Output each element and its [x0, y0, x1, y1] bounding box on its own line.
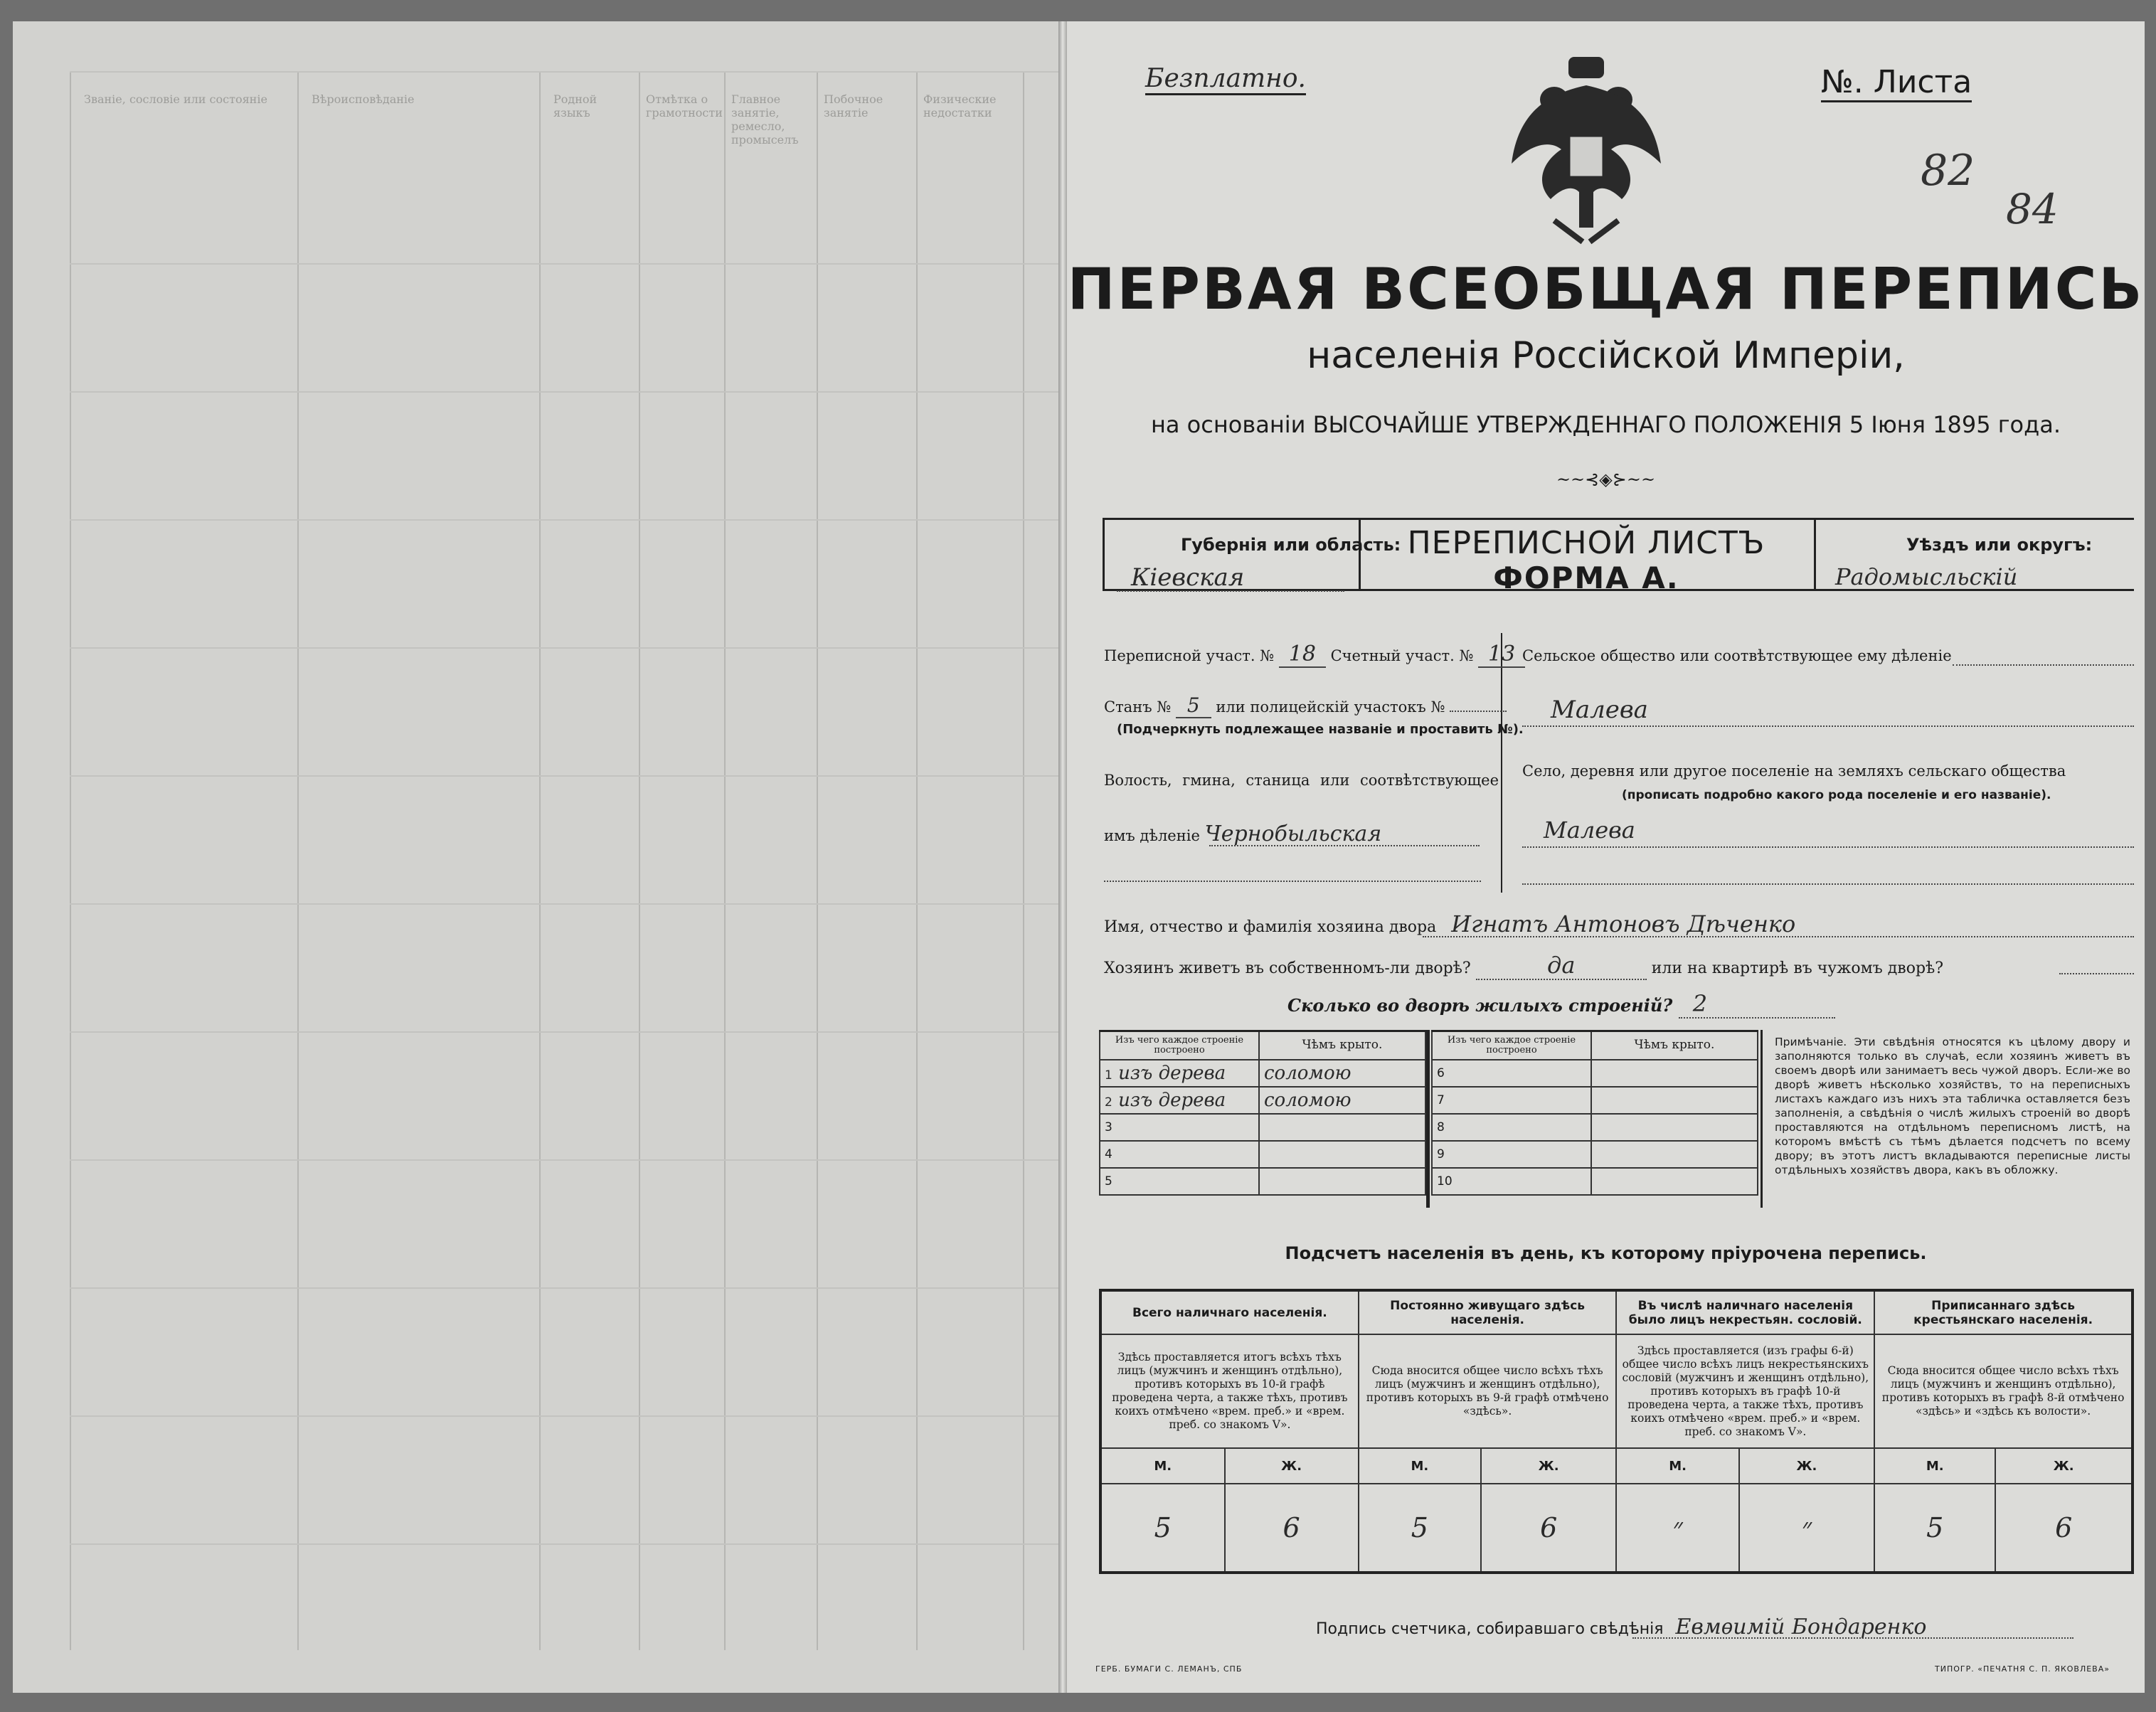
col-header: Изъ чего каждое строеніе построено: [1100, 1031, 1259, 1060]
field-row: [1104, 822, 1381, 846]
row-number: 8: [1432, 1114, 1591, 1141]
male-col: М.: [1616, 1448, 1738, 1484]
volost-label: Волость, гмина, станица или соотвѣтствующее: [1104, 772, 1499, 789]
rule: [2059, 973, 2134, 974]
volost-value: Чернобыльская: [1204, 822, 1382, 846]
header-fragment: Отмѣтка о грамотности: [646, 92, 723, 119]
count-value: 6: [1481, 1484, 1617, 1573]
lives-own-label: Хозяинъ живетъ въ собственномъ-ли дворѣ?: [1104, 959, 1471, 977]
stan-value: 5: [1176, 693, 1211, 718]
grid-line: [70, 1287, 1058, 1289]
legal-basis: на основаніи ВЫСОЧАЙШЕ УТВЕРЖДЕННАГО ПОЛОЖЕНІЯ 5 Іюня 1895 года.: [1150, 411, 2061, 438]
rule: [1423, 936, 2134, 937]
grid-line: [70, 1031, 1058, 1033]
grid-line: [639, 71, 640, 1650]
field-row: [1104, 952, 1943, 980]
signature-value: Евмѳимій Бондаренко: [1675, 1615, 1927, 1639]
field-row: [1104, 642, 1525, 666]
header-fragment: Главное занятіе, ремесло, промыселъ: [731, 92, 799, 147]
grid-line: [70, 775, 1058, 777]
count-value: 5: [1874, 1484, 1995, 1573]
sheet-number-label: №. Листа: [1821, 64, 1972, 102]
row-number: 2: [1105, 1095, 1112, 1110]
page-subtitle: населенія Россійской Имперіи,: [1307, 334, 1905, 377]
count-description: Сюда вносится общее число всѣхъ тѣхъ лицъ (мужчинъ и женщинъ отдѣльно), противъ которыхъ въ 9-й графѣ отмѣчено «здѣсь».: [1359, 1334, 1617, 1448]
buildings-value: 2: [1679, 990, 1835, 1019]
grid-line: [70, 263, 1058, 265]
society-label: Сельское общество или соотвѣтствующее ему дѣленіе: [1522, 647, 1952, 664]
census-form-page: [1067, 21, 2145, 1693]
count-value: ״: [1616, 1484, 1738, 1573]
count-description: Здѣсь проставляется итогъ всѣхъ тѣхъ лицъ (мужчинъ и женщинъ отдѣльно), противъ которыхъ въ 10-й графѣ проведена черта, а также тѣхъ, противъ коихъ отмѣчено «врем. преб.» и «врем. преб. со знакомъ V».: [1100, 1334, 1359, 1448]
grid-line: [539, 71, 541, 1650]
book-spine: [1058, 21, 1067, 1693]
col-header: Изъ чего каждое строеніе построено: [1432, 1031, 1591, 1060]
lives-own-value: да: [1476, 952, 1647, 980]
grid-line: [70, 647, 1058, 649]
grid-line: [70, 1159, 1058, 1161]
printer-imprint: ГЕРБ. БУМАГИ С. ЛЕМАНЪ, СПБ: [1095, 1664, 1243, 1674]
female-col: Ж.: [1739, 1448, 1875, 1484]
row-number: 7: [1432, 1087, 1591, 1114]
page-title: ПЕРВАЯ ВСЕОБЩАЯ ПЕРЕПИСЬ: [1067, 256, 2145, 322]
male-col: М.: [1359, 1448, 1481, 1484]
male-col: М.: [1874, 1448, 1995, 1484]
signature-label: Подпись счетчика, собиравшаго свѣдѣнія: [1316, 1620, 1664, 1638]
owner-label: Имя, отчество и фамилія хозяина двора: [1104, 918, 1437, 936]
village-value: Малева: [1544, 817, 1635, 844]
grid-line: [817, 71, 818, 1650]
rule: [1761, 1030, 1763, 1208]
lives-rent-label: или на квартирѣ въ чужомъ дворѣ?: [1651, 959, 1944, 977]
row-number: 10: [1432, 1168, 1591, 1195]
grid-line: [724, 71, 726, 1650]
female-col: Ж.: [1995, 1448, 2133, 1484]
header-fragment: Вѣроисповѣданіе: [312, 92, 415, 106]
buildings-label: Сколько во дворѣ жилыхъ строеній?: [1287, 995, 1673, 1016]
col-header: Чѣмъ крыто.: [1259, 1031, 1425, 1060]
row-number: 9: [1432, 1141, 1591, 1168]
grid-line: [70, 519, 1058, 521]
count-value: 6: [1225, 1484, 1359, 1573]
rule: [1426, 1030, 1430, 1208]
header-fragment: Званіе, сословіе или состояніе: [84, 92, 267, 106]
grid-line: [70, 903, 1058, 905]
uezd-value: Радомысльскій: [1835, 563, 2018, 590]
rule: [1103, 518, 1105, 591]
census-district-label: Переписной участ. №: [1104, 647, 1275, 664]
stan-label: Станъ №: [1104, 698, 1172, 716]
village-note: (прописать подробно какого рода поселеніе и его названіе).: [1622, 788, 2051, 802]
rule: [1501, 633, 1502, 893]
count-value: 5: [1359, 1484, 1481, 1573]
material-value: изъ дерева: [1118, 1089, 1226, 1111]
signature-row: [1316, 1615, 1926, 1639]
row-number: 3: [1100, 1114, 1259, 1141]
rule: [1103, 518, 2134, 520]
printer-imprint: ТИПОГР. «ПЕЧАТНЯ С. П. ЯКОВЛЕВА»: [1935, 1664, 2110, 1674]
rule: [1522, 725, 2134, 727]
count-value: ״: [1739, 1484, 1875, 1573]
rule: [1632, 1637, 2073, 1639]
female-col: Ж.: [1225, 1448, 1359, 1484]
village-label: Село, деревня или другое поселеніе на земляхъ сельскаго общества: [1522, 762, 2066, 780]
rule: [1522, 883, 2134, 885]
row-number: 5: [1100, 1168, 1259, 1195]
count-district-label: Счетный участ. №: [1330, 647, 1474, 664]
gubernia-label: Губернія или область:: [1181, 535, 1401, 555]
count-header: Приписаннаго здѣсь крестьянскаго населенія.: [1874, 1290, 2133, 1334]
roof-value: [1259, 1168, 1425, 1195]
stan-note: (Подчеркнуть подлежащее названіе и проставить №).: [1117, 722, 1524, 737]
grid-line: [70, 1543, 1058, 1545]
police-district-label: или полицейскій участокъ №: [1216, 698, 1445, 716]
female-col: Ж.: [1481, 1448, 1617, 1484]
buildings-note: Примѣчаніе. Эти свѣдѣнія относятся къ цѣлому двору и заполняются только въ случаѣ, если хозяинъ живетъ въ своемъ дворѣ или занимаетъ весь чужой дворъ. Если-же во дворѣ живетъ нѣсколько хозяйствъ, то на переписныхъ листахъ каждаго изъ нихъ эта табличка оставляется безъ заполненія, а свѣдѣнія о числѣ жилыхъ строеній во дворѣ проставляются на отдѣльномъ переписномъ листѣ, на которомъ вмѣстѣ съ тѣмъ дѣлается подсчетъ по всему двору; въ этотъ листъ вкладываются переписные листы отдѣльныхъ хозяйствъ двора, какъ въ обложку.: [1775, 1036, 2130, 1176]
count-header: Всего наличнаго населенія.: [1100, 1290, 1359, 1334]
count-header: Въ числѣ наличнаго населенія было лицъ некрестьян. сословій.: [1616, 1290, 1874, 1334]
grid-line: [70, 71, 71, 1650]
rule: [1117, 590, 1344, 592]
count-district-value: 13: [1478, 642, 1525, 668]
field-row: [1287, 990, 1835, 1019]
left-page: [13, 21, 1058, 1693]
volost-label-2: имъ дѣленіе: [1104, 827, 1200, 844]
grid-line: [70, 391, 1058, 393]
rule: [1209, 845, 1480, 846]
grid-line: [297, 71, 299, 1650]
row-number: 4: [1100, 1141, 1259, 1168]
grid-line: [916, 71, 918, 1650]
grid-line: [1023, 71, 1024, 1650]
material-value: изъ дерева: [1118, 1062, 1226, 1084]
header-fragment: Физические недостатки: [923, 92, 997, 119]
buildings-table-right: [1431, 1030, 1758, 1196]
col-header: Чѣмъ крыто.: [1591, 1031, 1758, 1060]
roof-value: [1259, 1114, 1425, 1141]
header-fragment: Родной языкъ: [553, 92, 598, 119]
rule: [1522, 846, 2134, 848]
form-title: ПЕРЕПИСНОЙ ЛИСТЪ: [1407, 525, 1765, 561]
count-description: Здѣсь проставляется (изъ графы 6-й) общее число всѣхъ лицъ некрестьянскихъ сословій (мужчинъ и женщинъ отдѣльно), противъ которыхъ въ графѣ 10-й проведена черта, а также тѣхъ, противъ коихъ отмѣчено «врем. преб.» и «врем. преб. со знакомъ V».: [1616, 1334, 1874, 1448]
roof-value: [1259, 1141, 1425, 1168]
roof-value: соломою: [1259, 1060, 1425, 1087]
uezd-label: Уѣздъ или округъ:: [1906, 535, 2093, 555]
owner-value: Игнатъ Антоновъ Дѣченко: [1451, 910, 1796, 937]
ornament: ~~⊰◈⊱~~: [1556, 469, 1656, 489]
free-label: Безплатно.: [1145, 64, 1306, 95]
header-fragment: Побочное занятіе: [824, 92, 883, 119]
census-district-value: 18: [1279, 642, 1326, 668]
count-title: Подсчетъ населенія въ день, къ которому пріурочена перепись.: [1285, 1243, 1927, 1263]
sheet-number-handwritten: 84: [2006, 185, 2059, 233]
field-row: [1104, 693, 1507, 717]
male-col: М.: [1100, 1448, 1225, 1484]
field-row: [1104, 910, 1795, 937]
double-headed-eagle-icon: [1512, 57, 1661, 249]
sheet-number-handwritten: 82: [1921, 146, 1975, 196]
population-count-table: [1099, 1289, 2134, 1574]
gubernia-value: Кіевская: [1131, 563, 1245, 592]
society-value: Малева: [1551, 696, 1648, 724]
grid-line: [70, 71, 1058, 73]
rule: [1104, 881, 1481, 882]
grid-line: [70, 1415, 1058, 1417]
count-value: 6: [1995, 1484, 2133, 1573]
count-header: Постоянно живущаго здѣсь населенія.: [1359, 1290, 1617, 1334]
buildings-table-left: [1099, 1030, 1426, 1196]
rule: [1814, 518, 1816, 591]
roof-value: соломою: [1259, 1087, 1425, 1114]
count-description: Сюда вносится общее число всѣхъ тѣхъ лицъ (мужчинъ и женщинъ отдѣльно), противъ которыхъ въ графѣ 8-й отмѣчено «здѣсь» и «здѣсь къ волости».: [1874, 1334, 2133, 1448]
row-number: 1: [1105, 1068, 1112, 1083]
blank-line: [1450, 711, 1507, 712]
count-value: 5: [1100, 1484, 1225, 1573]
row-number: 6: [1432, 1060, 1591, 1087]
form-subtitle: ФОРМА А.: [1493, 560, 1679, 595]
rule: [1953, 664, 2134, 666]
